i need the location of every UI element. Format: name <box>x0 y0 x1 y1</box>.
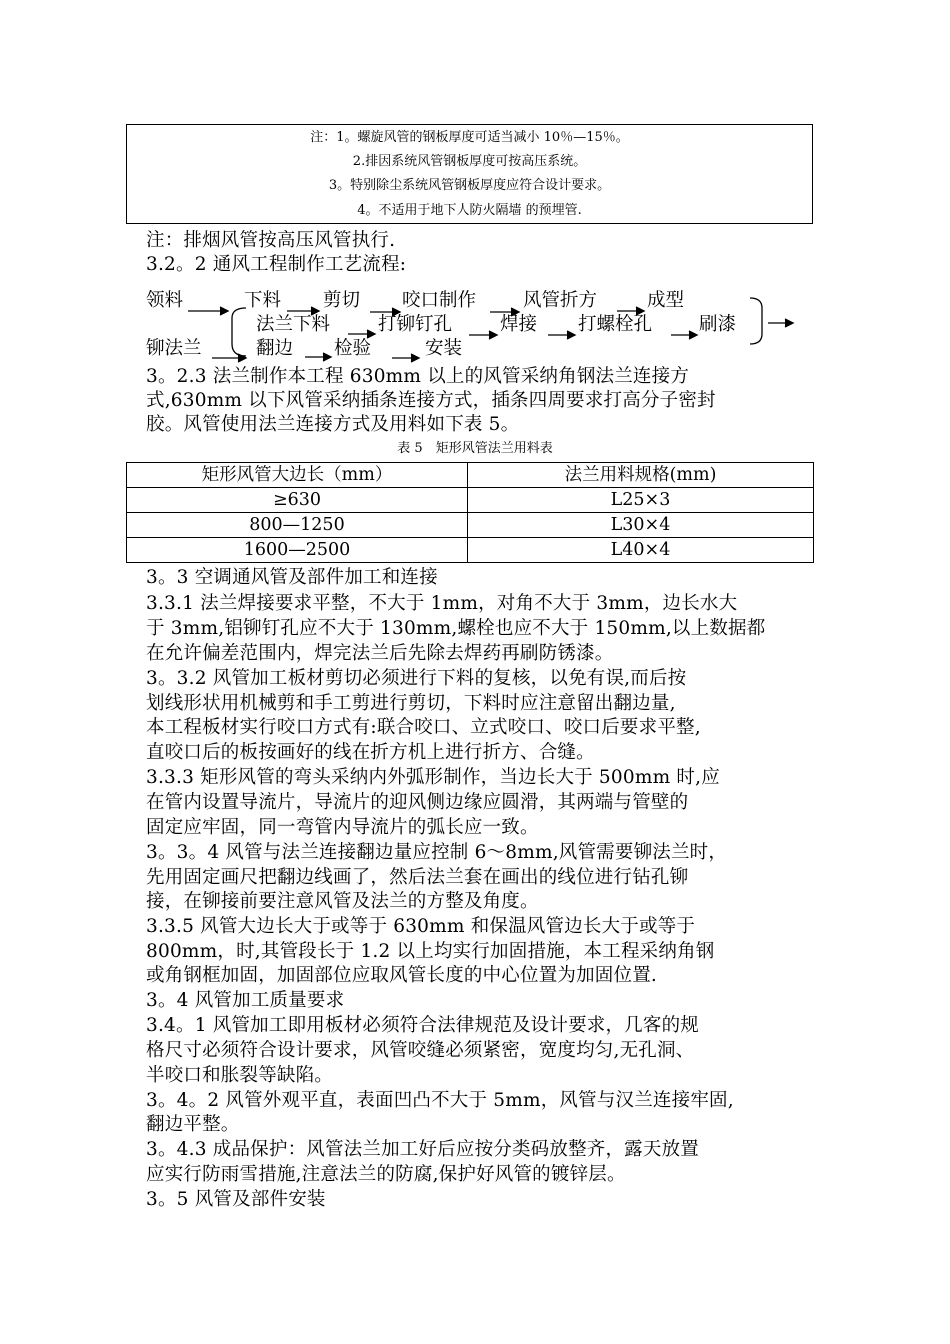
body-line: 或角钢框加固，加固部位应取风管长度的中心位置为加固位置. <box>146 965 657 986</box>
body-line: 3。4。2 风管外观平直，表面凹凸不大于 5mm，风管与汉兰连接牢固, <box>146 1090 734 1111</box>
flow-step: 刷漆 <box>699 314 737 335</box>
flow-step: 翻边 <box>256 338 294 359</box>
body-line: 3.4。1 风管加工即用板材必须符合法律规范及设计要求，几客的规 <box>146 1015 699 1036</box>
body-line: 3.3.1 法兰焊接要求平整，不大于 1mm，对角不大于 3mm，边长水大 <box>146 593 738 614</box>
body-line: 翻边平整。 <box>146 1114 240 1135</box>
flow-step: 铆法兰 <box>146 338 202 359</box>
body-line: 本工程板材实行咬口方式有:联合咬口、立式咬口、咬口后要求平整, <box>146 717 701 738</box>
body-line: 于 3mm,铝铆钉孔应不大于 130mm,螺栓也应不大于 150mm,以上数据都 <box>146 618 766 639</box>
table-row <box>127 488 814 513</box>
table-header-cell: 矩形风管大边长（mm） <box>127 463 468 488</box>
table-cell: L40×4 <box>468 538 814 563</box>
table-cell: L25×3 <box>468 488 814 513</box>
flow-step: 打螺栓孔 <box>578 314 653 335</box>
note-line: 2.排因系统风管钢板厚度可按高压系统。 <box>352 154 587 169</box>
flow-step: 风管折方 <box>523 290 598 311</box>
flow-step: 焊接 <box>500 314 538 335</box>
flow-step: 安装 <box>425 338 463 359</box>
section-heading: 3.2。2 通风工程制作工艺流程: <box>146 254 407 275</box>
flow-step: 下料 <box>244 290 282 311</box>
body-line: 3。3.2 风管加工板材剪切必须进行下料的复核，以免有误,而后按 <box>146 668 687 689</box>
flow-step: 打铆钉孔 <box>378 314 453 335</box>
flow-step: 领料 <box>146 290 184 311</box>
body-line: 800mm，时,其管段长于 1.2 以上均实行加固措施，本工程采纳角钢 <box>146 941 715 962</box>
table-row <box>127 538 814 563</box>
body-line: 3.3.5 风管大边长大于或等于 630mm 和保温风管边长大于或等于 <box>146 916 696 937</box>
body-line: 在允许偏差范围内，焊完法兰后先除去焊药再刷防锈漆。 <box>146 643 614 664</box>
note-line: 4。不适用于地下人防火隔墙 的预埋管. <box>357 203 582 218</box>
flow-step: 检验 <box>334 338 372 359</box>
body-line: 半咬口和胀裂等缺陷。 <box>146 1065 334 1086</box>
table-header-cell: 法兰用料规格(mm) <box>468 463 814 488</box>
table-cell: L30×4 <box>468 513 814 538</box>
paragraph-line: 式,630mm 以下风管采纳插条连接方式，插条四周要求打高分子密封 <box>146 390 716 411</box>
paragraph-line: 3。2.3 法兰制作本工程 630mm 以上的风管采纳角钢法兰连接方 <box>146 366 690 387</box>
body-line: 3。3 空调通风管及部件加工和连接 <box>146 567 438 588</box>
table-cell: 1600—2500 <box>127 538 468 563</box>
table-row <box>127 513 814 538</box>
body-line: 先用固定画尺把翻边线画了，然后法兰套在画出的线位进行钻孔铆 <box>146 867 689 888</box>
note-line: 注：1。螺旋风管的钢板厚度可适当减小 10％—15％。 <box>310 130 629 145</box>
body-line: 应实行防雨雪措施,注意法兰的防腐,保护好风管的镀锌层。 <box>146 1164 626 1185</box>
flow-step: 法兰下料 <box>256 314 331 335</box>
note-line: 3。特别除尘系统风管钢板厚度应符合设计要求。 <box>328 178 611 193</box>
body-line: 3。5 风管及部件安装 <box>146 1189 326 1210</box>
table-header-row <box>127 463 814 488</box>
smoke-duct-note: 注：排烟风管按高压风管执行. <box>146 230 396 251</box>
flow-step: 剪切 <box>323 290 361 311</box>
flow-step: 成型 <box>647 290 685 311</box>
body-line: 3。3。4 风管与法兰连接翻边量应控制 6～8mm,风管需要铆法兰时， <box>146 842 728 863</box>
body-line: 划线形状用机械剪和手工剪进行剪切，下料时应注意留出翻边量, <box>146 693 676 714</box>
body-line: 在管内设置导流片，导流片的迎风侧边缘应圆滑，其两端与管壁的 <box>146 792 689 813</box>
flow-arrows <box>0 0 950 380</box>
flow-step: 咬口制作 <box>402 290 477 311</box>
flange-material-table <box>126 462 814 563</box>
body-line: 格尺寸必须符合设计要求，风管咬缝必须紧密，宽度均匀,无孔洞、 <box>146 1040 695 1061</box>
body-line: 固定应牢固，同一弯管内导流片的弧长应一致。 <box>146 817 539 838</box>
body-line: 3.3.3 矩形风管的弯头采纳内外弧形制作，当边长大于 500mm 时,应 <box>146 767 720 788</box>
table-cell: 800—1250 <box>127 513 468 538</box>
table-cell: ≥630 <box>127 488 468 513</box>
paragraph-line: 胶。风管使用法兰连接方式及用料如下表 5。 <box>146 414 520 435</box>
table-caption: 表 5 矩形风管法兰用料表 <box>397 441 553 456</box>
body-line: 接，在铆接前要注意风管及法兰的方整及角度。 <box>146 891 539 912</box>
body-line: 3。4 风管加工质量要求 <box>146 990 345 1011</box>
body-line: 3。4.3 成品保护：风管法兰加工好后应按分类码放整齐，露天放置 <box>146 1139 699 1160</box>
body-line: 直咬口后的板按画好的线在折方机上进行折方、合缝。 <box>146 742 595 763</box>
